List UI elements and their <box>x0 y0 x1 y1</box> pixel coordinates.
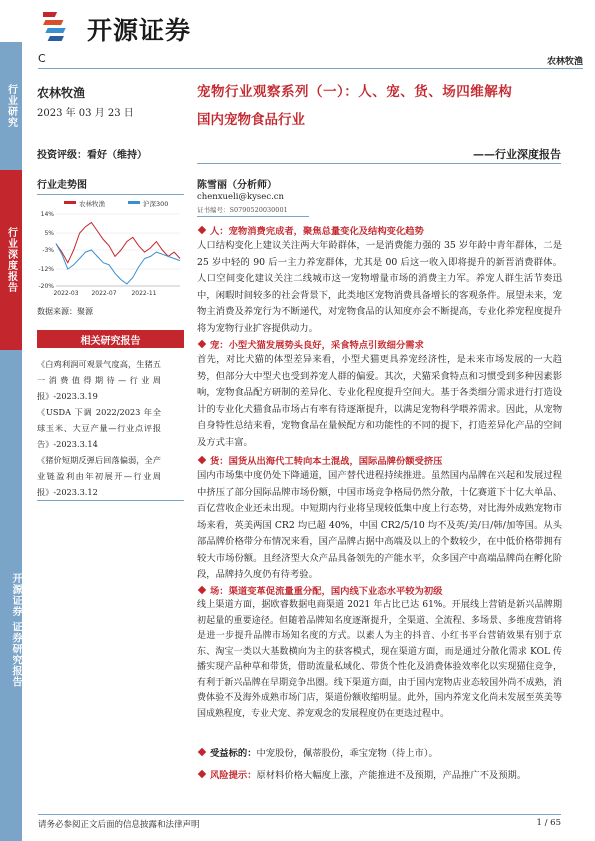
industry-name: 农林牧渔 <box>37 86 86 100</box>
diamond-icon <box>198 456 206 464</box>
y-tick-label: -12% <box>38 266 54 274</box>
series-line <box>56 223 180 263</box>
beneficiaries: 受益标的：中宠股份，佩蒂股份，乖宝宠物（待上市）。 <box>197 745 562 759</box>
section-body: 首先，对比犬猫的体型差异来看，小型犬猫更具养宠经济性，是未来市场发展的一大趋势，但部分大中型犬也受到养宠人群的偏爱。其次，犬猫采食特点和习惯受到多种因素影响，宠物食品配方研制的差异化、专业化程度提升空间大。基于各类细分需求进行打造设计的专业化犬猫食品市场占有率有待逐渐提升，以满足宠物科学喂养需求。因此，从宠物自身特性总结来看，宠物食品在量候配方和功能性的不同的提下，打造差异化产品的空间及方式丰富。 <box>197 354 562 448</box>
section-body: 线上渠道方面，据欧睿数据电商渠道 2021 年占比已达 61%。开展线上营销是新兴品牌期初起量的重要途径。但随着品牌知名度逐渐提升，全渠道、全流程、多场景、多维度营销将是进一步提升品牌市场知名度的方式。以素人为主的抖音、小红书平台营销效果有别于京东、淘宝一类以大基数横向为主的获客模式，现在渠道方面，而是通过分散化需求 KOL 传播实现产品种草和带货，借助流量私域化、带货个性化及消费体验效率化以实现猫住竞争，有利于新兴品牌在早期竞争出圈。线下渠道方面，由于国内宠物店业态较国外尚不成熟，消费体验不及海外成熟市场门店，渠道份额收缩明显。此外，国内养宠文化尚未发展至英美等国成熟程度，专业犬宠、养宠观念的发展程度仍在更迭过程中。 <box>197 600 562 719</box>
section-heading: 场：渠道变革促流量重分配，国内线下业态水平较为初级 <box>197 585 567 598</box>
trend-chart <box>34 198 184 302</box>
series-line <box>56 244 180 284</box>
header-rule <box>38 68 583 69</box>
data-source: 数据来源：聚源 <box>37 307 93 316</box>
y-tick-label: -3% <box>42 247 54 254</box>
side-tab-label: 行业研究 <box>5 84 17 128</box>
logo-mark-icon <box>43 8 85 44</box>
section-body: 国内市场集中度仍处下降通道，国产替代进程持续推进。虽然国内品牌在兴起和发展过程中挤压了部分国际品牌市场份额，中国市场竞争格局仍然分散，十亿赛道下十亿大单品、百亿营收企业还未出现。中短期内行业将呈现较低集中度上行态势，对比海外成熟宠物市场来看，英美两国 CR2 均已超 40%，中国 CR2/5/10 均不及英/美/日/韩/加等国。从头部品牌价格带分布情况来看，国产品牌占据中高端及以上的个数较少，在中低价格带拥有较大市场份额。且经济型大众产品具备领先的产能水平，众多国产中高端品牌尚在孵化阶段，品牌持久度仍有待考验。 <box>197 470 562 580</box>
section-heading: 人：宠物消费完成者，聚焦总量变化及结构变化趋势 <box>197 225 567 238</box>
y-tick-label: 5% <box>44 230 54 238</box>
y-tick-label: 14% <box>40 211 54 218</box>
title-rule <box>197 163 561 164</box>
report-date: 2023 年 03 月 23 日 <box>37 108 134 119</box>
diamond-icon <box>198 340 206 348</box>
trend-chart-svg <box>34 198 184 302</box>
diamond-icon <box>198 748 206 756</box>
rating: 投资评级：看好（维持） <box>37 150 147 161</box>
logo-text: 开源证券 <box>87 16 192 45</box>
side-tab-label: 行业深度报告 <box>5 227 17 293</box>
risk-warning: 风险提示：原材料价格大幅度上涨，产能推进不及预期，产品推广不及预期。 <box>197 767 562 781</box>
diamond-icon <box>198 586 206 594</box>
company-logo <box>43 8 243 46</box>
related-report-item[interactable]: 《白鸡利润可观景气度高，生猪五一消费值得期待—行业周报》-2023.3.19 <box>37 359 161 401</box>
footer-rule <box>38 814 561 815</box>
section-body: 人口结构变化上建议关注两大年龄群体，一是消费能力强的 35 岁年龄中青年群体，二是 25 岁中轻的 90 后一主力养宠群体，尤其是 00 后这一收入即将提升的新晋消费群体。人口空间变化建议关注二线城市这一宠物增量市场的消费主力军。养宠人群生活节奏迅中，闲暇时间较多的社会背景下，此类地区宠物消费具备增长的客观条件。展望未来，宠物主消费及养宠行为不断递代，对宠物食品的认知度亦会不断提高，专业化养宠程度提升将为宠物行业扩容提供动力。 <box>197 240 562 334</box>
legend-swatch <box>128 201 140 204</box>
report-type: ——行业深度报告 <box>473 148 561 161</box>
report-title-line2: 国内宠物食品行业 <box>197 112 305 128</box>
x-tick-label: 2022-03 <box>53 290 79 297</box>
y-tick-label: -20% <box>38 283 54 290</box>
diamond-icon <box>198 770 206 778</box>
side-tab-label: 开源证券 证券研究报告 <box>10 573 21 688</box>
related-reports-title: 相关研究报告 <box>80 335 141 347</box>
related-reports-header <box>37 330 184 348</box>
trend-title: 行业走势图 <box>37 180 87 191</box>
trend-title-rule <box>37 194 184 195</box>
diamond-icon <box>198 226 206 234</box>
related-report-item[interactable]: 《猪价短期反弹后回落偏弱，全产业链盈利由年初展开—行业周报》-2023.3.12 <box>37 455 161 497</box>
x-tick-label: 2022-07 <box>91 290 117 297</box>
logo-letter: C <box>38 52 46 65</box>
legend-label: 农林牧渔 <box>79 200 105 208</box>
legend-swatch <box>64 201 76 204</box>
side-tab-kysec <box>0 350 22 841</box>
related-reports-rule <box>37 500 184 501</box>
page-number: 1 / 65 <box>536 818 561 828</box>
analyst-rule <box>197 216 309 217</box>
section-heading: 货：国货从出海代工转向本土混战，国际品牌份额受挤压 <box>197 455 567 468</box>
report-title: 宠物行业观察系列（一）：人、宠、货、场四维解构 <box>197 84 513 100</box>
side-tab-industry-research <box>0 42 22 170</box>
x-tick-label: 2022-11 <box>131 290 157 297</box>
side-tab-report-type <box>0 170 22 350</box>
header-category: 农林牧渔 <box>546 57 583 67</box>
analyst-name: 陈雪丽（分析师） <box>197 180 277 191</box>
analyst-email[interactable]: chenxueli@kysec.cn <box>197 192 285 202</box>
related-report-item[interactable]: 《USDA 下调 2022/2023 年全球玉米、大豆产量—行业点评报告》-2023.3.14 <box>37 407 161 449</box>
section-heading: 宠：小型犬猫发展势头良好，采食特点引致细分需求 <box>197 339 567 352</box>
analyst-cert: 证书编号：S0790520030001 <box>197 206 288 214</box>
legend-label: 沪深300 <box>143 200 169 208</box>
footer-disclaimer: 请务必参阅正文后面的信息披露和法律声明 <box>38 820 200 830</box>
